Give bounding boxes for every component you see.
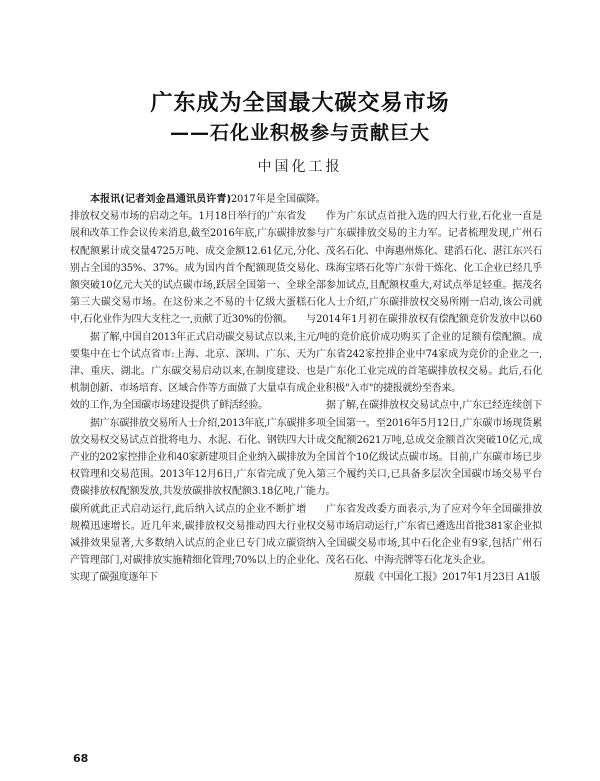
paragraph-2: 据了解,中国自2013年正式启动碳交易试点以来,主要集中在七个试点省市:上海、北京、深圳、广东、天津、重庆、湖北。广东碳交易启动以来,在制度建设、机制创新、市场培育、区域合作等方面做了大量卓有成效的工作,为全国碳市场建设提供了鲜活经验。 — [70, 331, 306, 412]
paragraph-continuation: 降。 — [306, 194, 326, 205]
paragraph-3: 据广东碳排放交易所人士介绍,2013年底,广东碳排放交易权交易试点首批将电力、水泥、石化、钢铁四大产业的202家控排企业和40家新建项目企业纳入碳排放权管理和交易范围。2013年12月6日,广东省完成了免费碳排放权配额发放,共发放碳排放权配额3.18亿吨,广碳所就此正式启动运行,此后纳入试点的企业不断扩增规模迅速增长。近几年来,碳排放权交易推动四大行业减排效果显著,大多数纳入试点的企业已专门成立碳资产管理部门,对碳排放实施精细化管理;70%以上的企业实现了碳强度逐年下 — [70, 417, 306, 584]
left-column — [70, 191, 306, 587]
paragraph-5: 据了解,在碳排放权交易试点中,广东已经连续创下多项全国第一。至2016年5月12日,广东碳市场现货累计成交配额2621万吨,总成交金额首次突破10亿元,成为全国首个10亿级试点碳市场。目前,广东碳市场已步入第三个履约关口,已具备多层次全国碳市场交易平台能力。 — [306, 400, 542, 498]
article-source: 中国化工报 — [257, 159, 343, 175]
article-subtitle: ——石化业积极参与贡献巨大 — [169, 122, 430, 144]
paragraph-1: 本报讯(记者刘金昌通讯员许青)2017年是全国碳排放权交易市场的启动之年。1月18日举行的广东省发展和改革工作会议传来消息,截至2016年底,广东碳排放权配额累计成交量4725万吨、成交金额12.61亿元,分别占全国的35%、37%。成为国内首个配额现货交易额突破10亿元大关的试点碳市场,跃居全国第一、全球第三大碳交易市场。在这份来之不易的十亿级大蛋糕中,石化业作为四大支柱之一,贡献了近30%的份额。 — [70, 194, 307, 326]
right-column — [306, 191, 542, 587]
article-title: 广东成为全国最大碳交易市场 — [150, 91, 450, 116]
paragraph-4: 作为广东试点首批入选的四大行业,石化业一直是参与广东碳排放交易的主力军。记者梳理发现,广州石化、茂名石化、中海惠州炼化、建滔石化、湛江东兴石化、珠海宝塔石化等广东骨干炼化、化工企业已经几乎全部参加试点,且配额权重大,对试点举足轻重。据茂名石化人士介绍,广东碳排放权交易所刚一启动,该公司就与2014年1月初在碳排放权有偿配额竞价发放中以60元/吨的竞价底价成功购买了企业的足额有偿配额。成为广东省242家控排企业中74家成为竞价的企业之一,也是广东化工业完成的首笔碳排放权交易。此后,石化企业积极"入市"的捷报就纷至沓来。 — [306, 211, 542, 395]
origin-note: 原载《中国化工报》2017年1月23日 A1版 — [354, 572, 540, 584]
lead-label: 本报讯(记者刘金昌通讯员许青) — [90, 194, 231, 205]
page-number: 68 — [73, 752, 89, 765]
paragraph-6: 广东省发改委方面表示,为了应对今年全国碳排放权交易市场启动运行,广东省已遴选出首批381家企业拟纳入全国碳交易市场,其中石化企业有9家,包括广州石化、茂名石化、中海壳牌等石化龙头企业。 — [306, 503, 542, 567]
